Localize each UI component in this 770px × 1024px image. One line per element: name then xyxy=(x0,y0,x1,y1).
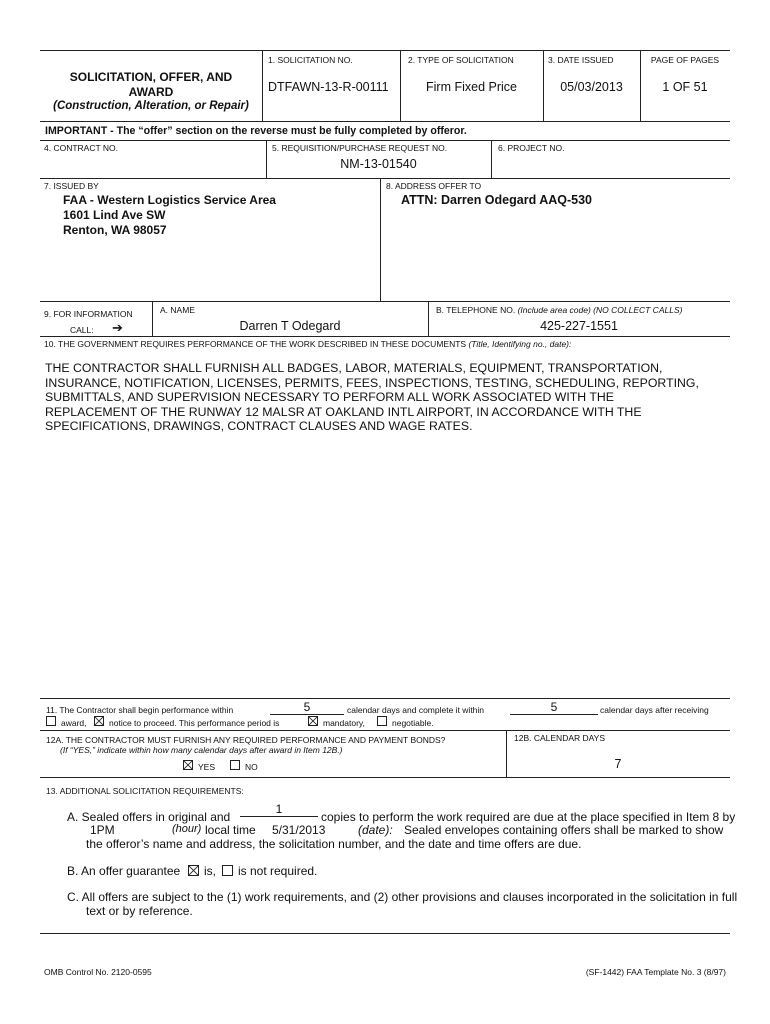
rule xyxy=(40,121,730,122)
item11-text-b: calendar days and complete it within xyxy=(347,705,485,715)
project-no-label: 6. PROJECT NO. xyxy=(498,143,565,153)
item13c-line1: C. All offers are subject to the (1) work requirements, and (2) other provisions and clauses incorporated in the solicitation in full xyxy=(67,890,738,904)
hour-value: 1PM xyxy=(90,823,115,837)
form-number: (SF-1442) FAA Template No. 3 (8/97) xyxy=(585,967,726,977)
requisition-no-label: 5. REQUISITION/PURCHASE REQUEST NO. xyxy=(272,143,448,153)
col-divider xyxy=(491,140,492,178)
rule xyxy=(40,301,730,302)
item13b-prefix: B. An offer guarantee xyxy=(67,864,181,878)
mandatory-label: mandatory, xyxy=(323,718,365,728)
hour-label: (hour) xyxy=(172,823,202,835)
form-subtitle: (Construction, Alteration, or Repair) xyxy=(53,100,249,112)
copies-field[interactable]: 1 xyxy=(240,803,318,817)
item13c-line2: text or by reference. xyxy=(86,904,193,918)
issued-by-address xyxy=(63,193,276,238)
solicitation-no-label: 1. SOLICITATION NO. xyxy=(268,55,353,65)
begin-days-field[interactable]: 5 xyxy=(270,701,344,715)
local-time-label: local time xyxy=(205,823,256,837)
mandatory-checkbox[interactable] xyxy=(308,716,318,726)
description-line: SPECIFICATIONS, DRAWINGS, CONTRACT CLAUSES AND WAGE RATES. xyxy=(45,419,473,434)
form-title-line: AWARD xyxy=(128,85,174,99)
item13a-mid: copies to perform the work required are due at the place specified in Item 8 by xyxy=(321,810,736,824)
calendar-days-label: 12B. CALENDAR DAYS xyxy=(514,733,606,743)
telephone-label-note: (Include area code) (NO COLLECT CALLS) xyxy=(517,305,683,315)
work-description-label xyxy=(44,339,571,349)
description-line: REPLACEMENT OF THE RUNWAY 12 MALSR AT OAKLAND INTL AIRPORT, IN ACCORDANCE WITH THE xyxy=(45,404,642,419)
for-information-label: 9. FOR INFORMATION xyxy=(44,309,133,319)
rule xyxy=(40,178,730,179)
page-of-pages-value: 1 OF 51 xyxy=(662,80,708,94)
address-offer-label: 8. ADDRESS OFFER TO xyxy=(386,181,482,191)
address-line: FAA - Western Logistics Service Area xyxy=(63,193,276,207)
telephone-label-main: B. TELEPHONE NO. xyxy=(436,305,516,315)
bonds-label: 12A. THE CONTRACTOR MUST FURNISH ANY REQUIRED PERFORMANCE AND PAYMENT BONDS? xyxy=(46,735,446,745)
solicitation-type-label: 2. TYPE OF SOLICITATION xyxy=(408,55,514,65)
issued-by-label: 7. ISSUED BY xyxy=(44,181,99,191)
telephone-value: 425-227-1551 xyxy=(540,319,618,333)
solicitation-type-value: Firm Fixed Price xyxy=(426,80,517,94)
item13a-rest1: Sealed envelopes containing offers shall be marked to show xyxy=(404,823,724,837)
important-notice: IMPORTANT - The “offer” section on the reverse must be fully completed by offeror. xyxy=(45,125,467,137)
date-value: 5/31/2013 xyxy=(272,823,326,837)
item13a-prefix: A. Sealed offers in original and xyxy=(67,810,231,824)
solicitation-no-value: DTFAWN-13-R-00111 xyxy=(268,80,389,94)
date-label: (date): xyxy=(358,823,393,837)
bonds-yes-label: YES xyxy=(198,762,216,772)
contact-name-label: A. NAME xyxy=(160,305,195,315)
award-checkbox[interactable] xyxy=(46,716,56,726)
date-issued-value: 05/03/2013 xyxy=(560,80,623,94)
call-label: CALL: xyxy=(70,325,94,335)
complete-days-field[interactable]: 5 xyxy=(510,701,598,715)
calendar-days-value: 7 xyxy=(614,757,622,771)
notice-label: notice to proceed. This performance period is xyxy=(109,718,280,728)
form-title xyxy=(40,70,262,100)
rule xyxy=(40,730,730,731)
rule xyxy=(40,777,730,778)
requisition-no-value: NM-13-01540 xyxy=(340,157,417,171)
description-line: THE CONTRACTOR SHALL FURNISH ALL BADGES, LABOR, MATERIALS, EQUIPMENT, TRANSPORTATION, xyxy=(45,361,663,375)
work-description-label-note: (Title, Identifying no., date): xyxy=(468,339,572,349)
guarantee-not-label: is not required. xyxy=(238,864,318,878)
bonds-note: (If “YES,” indicate within how many calendar days after award in Item 12B.) xyxy=(60,745,343,755)
col-divider xyxy=(262,50,263,121)
bottom-rule xyxy=(40,933,730,934)
award-label: award, xyxy=(61,718,87,728)
work-description-label-main: 10. THE GOVERNMENT REQUIRES PERFORMANCE OF THE WORK DESCRIBED IN THESE DOCUMENTS xyxy=(44,339,467,349)
rule xyxy=(40,336,730,337)
bonds-yes-checkbox[interactable] xyxy=(183,760,193,770)
arrow-right-icon: ➔ xyxy=(112,320,123,335)
notice-checkbox[interactable] xyxy=(94,716,104,726)
description-line: SUBMITTALS, AND SUPERVISION NECESSARY TO PERFORM ALL WORK ASSOCIATED WITH THE xyxy=(45,390,614,405)
omb-control-number: OMB Control No. 2120-0595 xyxy=(44,967,152,977)
guarantee-is-checkbox[interactable] xyxy=(188,865,199,876)
additional-requirements-label: 13. ADDITIONAL SOLICITATION REQUIREMENTS: xyxy=(46,786,244,796)
top-rule xyxy=(40,50,730,51)
negotiable-checkbox[interactable] xyxy=(377,716,387,726)
address-line: Renton, WA 98057 xyxy=(63,223,167,237)
page-of-pages-label: PAGE OF PAGES xyxy=(650,55,720,65)
rule xyxy=(40,140,730,141)
guarantee-is-label: is, xyxy=(204,864,216,878)
bonds-no-checkbox[interactable] xyxy=(230,760,240,770)
work-description xyxy=(45,361,699,434)
item13a-rest2: the offeror’s name and address, the solicitation number, and the date and time offers are due. xyxy=(86,837,582,851)
date-issued-label: 3. DATE ISSUED xyxy=(548,55,614,65)
contact-name-value: Darren T Odegard xyxy=(239,319,341,333)
item11-text-c: calendar days after receiving xyxy=(600,705,709,715)
address-line: 1601 Lind Ave SW xyxy=(63,208,166,222)
telephone-label xyxy=(436,305,682,315)
negotiable-label: negotiable. xyxy=(392,718,434,728)
address-offer-value: ATTN: Darren Odegard AAQ-530 xyxy=(401,193,593,207)
item11-text-a: 11. The Contractor shall begin performance within xyxy=(46,705,234,715)
form-title-line: SOLICITATION, OFFER, AND xyxy=(69,70,233,84)
guarantee-not-checkbox[interactable] xyxy=(222,865,233,876)
contract-no-label: 4. CONTRACT NO. xyxy=(44,143,118,153)
col-divider xyxy=(380,178,381,301)
description-line: INSURANCE, NOTIFICATION, LICENSES, PERMITS, FEES, INSPECTIONS, TESTING, SCHEDULING, REPORTING, xyxy=(45,375,699,390)
bonds-no-label: NO xyxy=(245,762,258,772)
rule xyxy=(40,698,730,699)
